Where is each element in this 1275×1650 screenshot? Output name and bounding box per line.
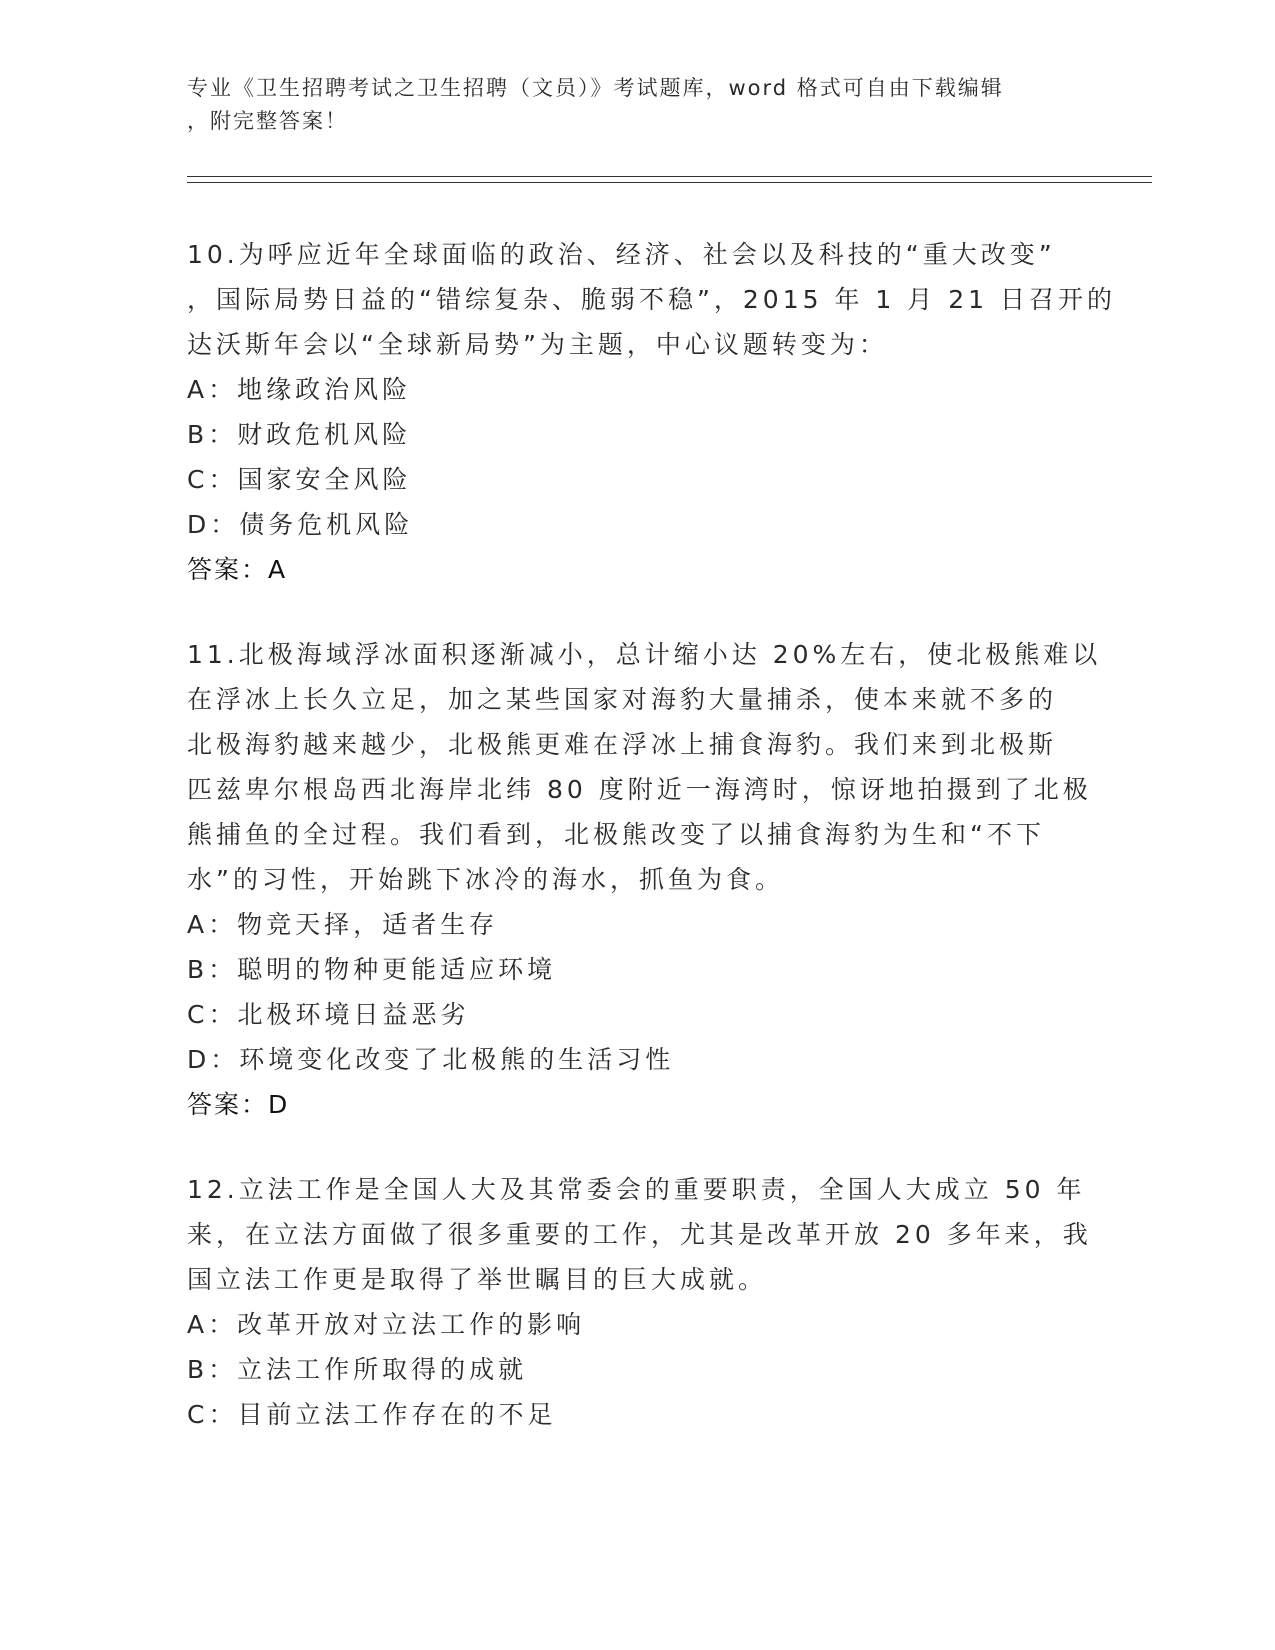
option-c: C：北极环境日益恶劣 [187,1000,470,1029]
header-line: ，附完整答案！ [187,109,348,133]
question-text-line: ，国际局势日益的“错综复杂、脆弱不稳”，2015 年 1 月 21 日召开的 [187,285,1116,314]
question-12 [187,1167,1092,1437]
option-a: A：改革开放对立法工作的影响 [187,1310,586,1339]
question-text-line: 北极海豹越来越少，北极熊更难在浮冰上捕食海豹。我们来到北极斯 [187,730,1058,759]
question-list [187,232,1116,1477]
question-text-line: 12.立法工作是全国人大及其常委会的重要职责，全国人大成立 50 年 [187,1175,1086,1204]
answer-label: 答案：A [187,555,288,584]
question-text-line: 国立法工作更是取得了举世瞩目的巨大成就。 [187,1265,768,1294]
option-d: D：环境变化改变了北极熊的生活习性 [187,1045,675,1074]
header-divider [187,176,1152,183]
question-text-line: 匹兹卑尔根岛西北海岸北纬 80 度附近一海湾时，惊讶地拍摄到了北极 [187,775,1092,804]
option-b: B：聪明的物种更能适应环境 [187,955,557,984]
option-c: C：国家安全风险 [187,465,412,494]
question-11 [187,632,1102,1127]
question-10 [187,232,1116,592]
option-b: B：财政危机风险 [187,420,412,449]
question-text-line: 熊捕鱼的全过程。我们看到，北极熊改变了以捕食海豹为生和“不下 [187,820,1045,849]
page-header [187,72,1087,138]
option-a: A：物竞天择，适者生存 [187,910,499,939]
answer-label: 答案：D [187,1090,290,1119]
header-line: 专业《卫生招聘考试之卫生招聘（文员）》考试题库，word 格式可自由下载编辑 [187,76,1004,100]
question-text-line: 11.北极海域浮冰面积逐渐减小，总计缩小达 20%左右，使北极熊难以 [187,640,1102,669]
question-text-line: 10.为呼应近年全球面临的政治、经济、社会以及科技的“重大改变” [187,240,1056,269]
question-text-line: 在浮冰上长久立足，加之某些国家对海豹大量捕杀，使本来就不多的 [187,685,1058,714]
option-d: D：债务危机风险 [187,510,414,539]
question-text-line: 水”的习性，开始跳下冰冷的海水，抓鱼为食。 [187,865,784,894]
option-c: C：目前立法工作存在的不足 [187,1400,557,1429]
question-text-line: 来，在立法方面做了很多重要的工作，尤其是改革开放 20 多年来，我 [187,1220,1092,1249]
option-a: A：地缘政治风险 [187,375,412,404]
question-text-line: 达沃斯年会以“全球新局势”为主题，中心议题转变为： [187,330,888,359]
option-b: B：立法工作所取得的成就 [187,1355,528,1384]
